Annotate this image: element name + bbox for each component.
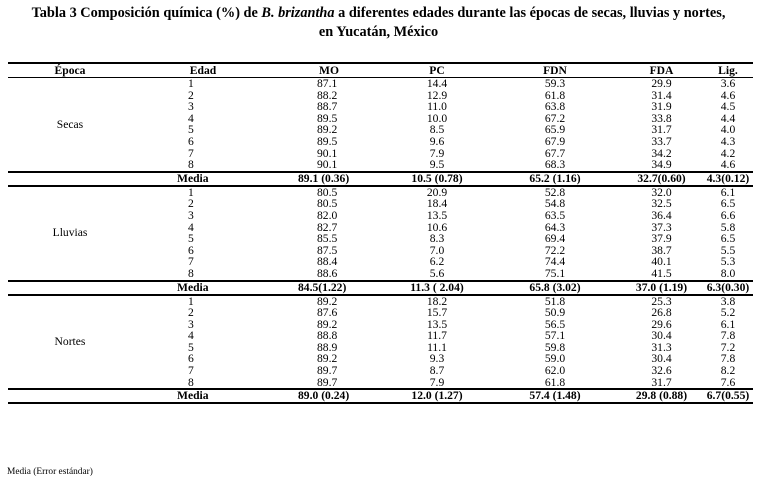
- cell-edad: 5: [188, 123, 194, 137]
- media-fda: 29.8 (0.88): [635, 389, 688, 403]
- cell-fdn: 59.8: [544, 340, 566, 354]
- cell-pc: 9.5: [429, 158, 445, 172]
- cell-mo: 89.2: [317, 352, 338, 366]
- cell-lig: 4.6: [720, 88, 736, 102]
- cell-fda: 38.7: [651, 243, 672, 257]
- cell-edad: 2: [188, 197, 194, 211]
- cell-mo: 88.2: [317, 88, 338, 102]
- cell-lig: 7.8: [720, 352, 736, 366]
- cell-fdn: 64.3: [544, 220, 566, 234]
- cell-pc: 13.5: [426, 317, 448, 331]
- cell-pc: 11.1: [427, 340, 447, 354]
- cell-pc: 10.6: [426, 220, 448, 234]
- cell-edad: 6: [188, 134, 194, 148]
- cell-mo: 88.4: [317, 255, 338, 269]
- cell-lig: 5.5: [720, 243, 736, 257]
- cell-lig: 5.8: [720, 220, 736, 234]
- cell-edad: 8: [188, 266, 194, 280]
- cell-edad: 1: [188, 294, 194, 308]
- media-pc: 11.3 ( 2.04): [410, 280, 464, 294]
- cell-mo: 80.5: [317, 197, 338, 211]
- cell-mo: 88.9: [317, 340, 338, 354]
- cell-edad: 7: [188, 364, 194, 378]
- epoca-label: Lluvias: [52, 226, 88, 240]
- cell-fdn: 75.1: [544, 266, 566, 280]
- cell-fdn: 67.9: [544, 134, 566, 148]
- cell-fda: 31.7: [651, 375, 672, 389]
- cell-pc: 8.7: [429, 364, 445, 378]
- cell-lig: 4.6: [720, 158, 736, 172]
- cell-lig: 5.2: [720, 306, 736, 320]
- cell-fdn: 67.7: [544, 146, 566, 160]
- media-label: Media: [177, 280, 209, 294]
- cell-edad: 7: [188, 146, 194, 160]
- cell-pc: 20.9: [426, 185, 448, 199]
- caption-species: B. brizantha: [261, 5, 335, 21]
- cell-edad: 5: [188, 340, 194, 354]
- cell-lig: 6.1: [720, 317, 736, 331]
- cell-mo: 89.7: [317, 364, 338, 378]
- cell-fda: 25.3: [651, 294, 672, 308]
- cell-fdn: 74.4: [544, 255, 566, 269]
- cell-edad: 1: [188, 77, 194, 90]
- cell-edad: 3: [188, 208, 194, 222]
- cell-mo: 85.5: [317, 232, 338, 246]
- cell-edad: 8: [188, 375, 194, 389]
- media-lig: 4.3(0.12): [706, 171, 750, 185]
- cell-mo: 88.8: [317, 329, 338, 343]
- cell-lig: 8.0: [720, 266, 736, 280]
- media-pc: 10.5 (0.78): [411, 171, 463, 185]
- cell-lig: 6.6: [720, 208, 736, 222]
- table-caption: [0, 4, 757, 42]
- cell-edad: 8: [188, 158, 194, 172]
- cell-mo: 88.6: [317, 266, 338, 280]
- cell-mo: 82.7: [317, 220, 338, 234]
- table-row: [8, 78, 753, 90]
- cell-fdn: 59.3: [544, 77, 566, 90]
- cell-fda: 37.3: [651, 220, 672, 234]
- header-row: [8, 63, 753, 78]
- cell-fdn: 62.0: [544, 364, 566, 378]
- cell-mo: 89.2: [317, 294, 338, 308]
- cell-pc: 7.9: [429, 375, 445, 389]
- cell-mo: 87.5: [317, 243, 338, 257]
- cell-edad: 4: [188, 329, 194, 343]
- cell-mo: 82.0: [317, 208, 338, 222]
- cell-mo: 87.6: [317, 306, 338, 320]
- media-blank: [8, 281, 132, 295]
- cell-fdn: 69.4: [544, 232, 566, 246]
- cell-lig: 7.8: [720, 329, 736, 343]
- cell-fda: 29.6: [651, 317, 672, 331]
- cell-mo: 89.5: [317, 134, 338, 148]
- cell-mo: 80.5: [317, 185, 338, 199]
- cell-pc: 9.6: [429, 134, 445, 148]
- cell-edad: 6: [188, 243, 194, 257]
- cell-fdn: 72.2: [544, 243, 566, 257]
- media-pc: 12.0 (1.27): [411, 389, 463, 403]
- cell-fdn: 61.8: [544, 375, 566, 389]
- header-epoca: Época: [54, 64, 86, 77]
- cell-fda: 26.8: [651, 306, 672, 320]
- cell-fda: 31.7: [651, 123, 672, 137]
- cell-fda: 30.4: [651, 352, 672, 366]
- cell-lig: 4.2: [720, 146, 736, 160]
- caption-line-2: en Yucatán, México: [318, 24, 439, 40]
- cell-pc: 7.9: [429, 146, 445, 160]
- cell-fdn: 68.3: [544, 158, 566, 172]
- caption-line-1: [0, 4, 757, 23]
- media-row: [8, 281, 753, 295]
- cell-edad: 3: [188, 317, 194, 331]
- cell-fdn: 63.8: [544, 100, 566, 114]
- cell-fda: 32.0: [651, 185, 672, 199]
- header-edad: Edad: [189, 64, 217, 77]
- cell-pc: 15.7: [426, 306, 448, 320]
- cell-lig: 4.5: [720, 100, 736, 114]
- cell-edad: 5: [188, 232, 194, 246]
- cell-fda: 29.9: [651, 77, 672, 90]
- composition-table: [8, 62, 753, 404]
- cell-pc: 7.0: [429, 243, 445, 257]
- cell-edad: 4: [188, 220, 194, 234]
- cell-edad: 6: [188, 352, 194, 366]
- caption-text-a: Tabla 3 Composición química (%) de: [31, 5, 262, 21]
- cell-mo: 87.1: [317, 77, 338, 90]
- cell-lig: 6.5: [720, 232, 736, 246]
- epoca-label: Secas: [56, 117, 84, 131]
- cell-lig: 5.3: [720, 255, 736, 269]
- caption-text-b: a diferentes edades durante las épocas de secas, lluvias y nortes,: [334, 5, 726, 21]
- media-mo: 89.1 (0.36): [298, 171, 350, 185]
- cell-lig: 7.6: [720, 375, 736, 389]
- cell-mo: 90.1: [317, 146, 338, 160]
- media-fdn: 65.8 (3.02): [529, 280, 581, 294]
- cell-lig: 4.0: [720, 123, 736, 137]
- cell-mo: 89.2: [317, 317, 338, 331]
- cell-pc: 11.0: [427, 100, 447, 114]
- media-lig: 6.7(0.55): [706, 389, 750, 403]
- epoca-label: Nortes: [54, 335, 86, 349]
- cell-lig: 3.6: [720, 77, 736, 90]
- cell-pc: 8.5: [429, 123, 445, 137]
- cell-fda: 34.2: [651, 146, 672, 160]
- cell-pc: 18.2: [426, 294, 448, 308]
- cell-fda: 31.3: [651, 340, 672, 354]
- cell-pc: 5.6: [429, 266, 445, 280]
- cell-lig: 6.1: [720, 185, 736, 199]
- cell-fdn: 59.0: [544, 352, 566, 366]
- cell-lig: 7.2: [720, 340, 736, 354]
- header-pc: PC: [429, 64, 445, 77]
- cell-fda: 36.4: [651, 208, 672, 222]
- cell-pc: 14.4: [426, 77, 448, 90]
- cell-pc: 8.3: [429, 232, 445, 246]
- cell-fdn: 50.9: [544, 306, 566, 320]
- cell-fda: 31.4: [651, 88, 672, 102]
- cell-fda: 33.7: [651, 134, 672, 148]
- media-row: [8, 172, 753, 186]
- cell-fdn: 56.5: [544, 317, 566, 331]
- table-row: [8, 295, 753, 308]
- cell-fdn: 54.8: [544, 197, 566, 211]
- cell-pc: 12.9: [426, 88, 448, 102]
- cell-edad: 3: [188, 100, 194, 114]
- media-lig: 6.3(0.30): [706, 280, 750, 294]
- cell-fdn: 67.2: [544, 111, 566, 125]
- cell-fdn: 57.1: [544, 329, 566, 343]
- cell-fda: 31.9: [651, 100, 672, 114]
- cell-lig: 6.5: [720, 197, 736, 211]
- cell-fda: 40.1: [651, 255, 672, 269]
- header-fdn: FDN: [543, 64, 567, 77]
- cell-mo: 90.1: [317, 158, 338, 172]
- cell-pc: 11.7: [427, 329, 447, 343]
- cell-fda: 32.5: [651, 197, 672, 211]
- cell-pc: 18.4: [426, 197, 448, 211]
- media-fdn: 57.4 (1.48): [529, 389, 581, 403]
- cell-fda: 41.5: [651, 266, 672, 280]
- cell-lig: 3.8: [720, 294, 736, 308]
- cell-fda: 30.4: [651, 329, 672, 343]
- footnote: Media (Error estándar): [7, 467, 93, 477]
- cell-mo: 89.2: [317, 123, 338, 137]
- cell-lig: 4.3: [720, 134, 736, 148]
- table-row: [8, 186, 753, 199]
- cell-fdn: 52.8: [544, 185, 566, 199]
- media-fda: 37.0 (1.19): [635, 280, 688, 294]
- cell-edad: 4: [188, 111, 194, 125]
- cell-lig: 8.2: [720, 364, 736, 378]
- cell-fda: 32.6: [651, 364, 672, 378]
- cell-mo: 88.7: [317, 100, 338, 114]
- media-row: [8, 389, 753, 403]
- cell-fdn: 63.5: [544, 208, 566, 222]
- cell-fda: 37.9: [651, 232, 672, 246]
- cell-fda: 34.9: [651, 158, 672, 172]
- header-mo: MO: [319, 64, 339, 77]
- cell-edad: 1: [188, 185, 194, 199]
- cell-lig: 4.4: [720, 111, 736, 125]
- media-blank: [8, 389, 132, 403]
- cell-mo: 89.7: [317, 375, 338, 389]
- media-label: Media: [177, 389, 209, 403]
- media-blank: [8, 172, 132, 186]
- media-fdn: 65.2 (1.16): [529, 171, 581, 185]
- cell-fdn: 65.9: [544, 123, 566, 137]
- cell-fda: 33.8: [651, 111, 672, 125]
- cell-pc: 9.3: [429, 352, 445, 366]
- header-lig: Lig.: [718, 64, 738, 77]
- cell-mo: 89.5: [317, 111, 338, 125]
- header-fda: FDA: [649, 64, 674, 77]
- table-body: [8, 78, 753, 404]
- cell-pc: 6.2: [429, 255, 445, 269]
- media-mo: 84.5(1.22): [298, 280, 347, 294]
- cell-fdn: 51.8: [544, 294, 566, 308]
- cell-pc: 10.0: [426, 111, 448, 125]
- cell-edad: 2: [188, 306, 194, 320]
- media-mo: 89.0 (0.24): [298, 389, 350, 403]
- media-label: Media: [177, 171, 209, 185]
- cell-edad: 7: [188, 255, 194, 269]
- cell-pc: 13.5: [426, 208, 448, 222]
- media-fda: 32.7(0.60): [637, 171, 686, 185]
- cell-fdn: 61.8: [544, 88, 566, 102]
- cell-edad: 2: [188, 88, 194, 102]
